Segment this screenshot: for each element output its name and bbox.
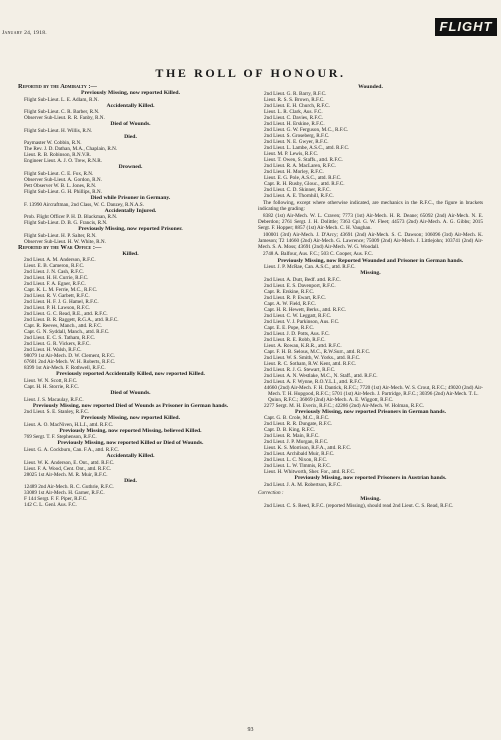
list-item: Lieut. A. O. MacNiven, H.L.I., attd. R.F.C. (24, 421, 114, 428)
list-heading: Accidentally Injured. (104, 207, 157, 214)
list-item: 2nd Lieut. H. H. Currie, R.F.C. (24, 275, 89, 282)
list-item: 2nd Lieut. R. P. Ewart, R.F.C. (264, 294, 326, 301)
list-item: Flight Sub-Lieut. C. E. Fox, R.N. (24, 170, 94, 177)
list-item: Lieut. G. A. Cockburn, Can. F.A., attd. R.F.C. (24, 446, 119, 453)
list-item: 8399 1st Air-Mech. F. Rothwell, R.F.C. (24, 365, 106, 372)
list-item: 2nd Lieut. R. V. Garbett, R.F.C. (24, 293, 90, 300)
list-item: 2nd Lieut. B. R. Raggett, R.G.A., attd. R.F.C. (24, 317, 119, 324)
list-item: 2nd Lieut. L. Lambe, A.S.C., attd. R.F.C. (264, 144, 350, 151)
list-item: Lieut. F. A. Wood, Cent. Ont., attd. R.F.C. (24, 465, 112, 472)
list-item: 2nd Lieut. G. R. Barry, R.F.C. (264, 90, 327, 97)
list-heading: Died while Prisoner in Germany. (90, 194, 171, 201)
list-heading: Previously Missing, now reported Prisoners in Austrian hands. (294, 475, 447, 482)
list-item: Capt. A. W. Field, R.F.C. (264, 300, 316, 307)
list-item: Capt. F. H. B. Selous, M.C., R.W.Surr., attd. R.F.C. (264, 348, 371, 355)
list-item: 2nd Lieut. N. E. Gwyer, R.F.C. (264, 138, 329, 145)
list-item: Lieut. L. R. Clark, Aus. F.C. (264, 108, 323, 115)
list-item: Lieut. A. Rowan, K.R.R., attd. R.F.C. (264, 342, 342, 349)
list-item: Lieut. H. Whitworth, Sher. For., attd. R.F.C. (264, 469, 356, 476)
list-item: 2nd Lieut. L. W. Timmis, R.F.C. (264, 463, 332, 470)
list-item: 2nd Lieut. C. Davies, R.F.C. (264, 114, 323, 121)
list-item: Lieut. J. S. Macaulay, R.F.C. (24, 396, 84, 403)
list-item: 2nd Lieut. A. Dutt, Bedf. attd. R.F.C. (264, 276, 341, 283)
list-item: 2nd Lieut. G. C. Read, R.E., attd. R.F.C. (24, 311, 108, 318)
list-item: 2nd Lieut. F. A. Egner, R.F.C. (24, 281, 86, 288)
list-item: Flight Sub-Lieut. L. E. Adlam, R.N. (24, 96, 99, 103)
list-heading: Accidentally Killed. (106, 102, 155, 109)
list-item: Flight Sub-Lieut. C. R. Barber, R.N. (24, 109, 100, 116)
section-heading-text: Reported by the Admiralty :— (18, 83, 97, 90)
list-item: Flight Sub-Lieut. D. B. G. Francis, R.N. (24, 220, 108, 227)
columns (18, 84, 483, 720)
list-heading: Previously Missing, now reported Missing, believed Killed. (59, 427, 202, 434)
list-heading: Previously Missing, now reported Prisoners in German hands. (295, 408, 446, 415)
list-item: Lieut. K. S. Morrison, R.F.A., attd. R.F.C. (264, 445, 352, 452)
list-heading: Previously Missing, now reported Killed. (80, 90, 180, 96)
list-heading: Previously Missing, now reported Prisoner. (78, 226, 183, 233)
list-item: Capt. G. B. Crole, M.C., R.F.C. (264, 415, 330, 422)
list-item: Capt. K. L. M. Ferrie, M.C., R.F.C. (24, 287, 98, 294)
list-item: 2277 Sergt. M. H. Everix, R.F.C.; 42286 (2nd) Air-Mech. W. Holman, R.F.C. (264, 402, 425, 409)
list-item: 2nd Lieut. H. Walsh, R.F.C. (24, 347, 82, 354)
list-heading: Died of Wounds. (110, 121, 151, 128)
list-item: F. 13990 Aircraftman, 2nd Class, W. C. Danzey, R.N.A.S. (24, 201, 144, 208)
left-column (18, 84, 243, 720)
list-item: 98079 1st Air-Mech. D. W. Clement, R.F.C. (24, 353, 115, 360)
list-item: Lieut. T. Owen, S. Staffs., attd. R.F.C. (264, 156, 343, 163)
list-item: Capt. H. H. Storrie, R.F.C. (24, 383, 80, 390)
list-item: Flight Sub-Lieut. H. Willis, R.N. (24, 127, 93, 134)
list-heading: Previously Missing, now reported Killed. (80, 415, 180, 422)
list-item: 28025 1st Air-Mech. M. R. Muir, R.F.C. (24, 471, 108, 478)
list-item: 2nd Lieut. H. Morley, R.F.C. (264, 168, 324, 175)
list-item: 2nd Lieut. J. N. Cash, R.F.C. (24, 269, 84, 276)
list-item: 2nd Lieut. A. F. Wynne, R.O.Y.L.I., attd. R.F.C. (264, 378, 363, 385)
list-item: Capt. E. E. Pope, R.F.C. (264, 324, 315, 331)
list-item: 2nd Lieut. L. C. Nixon, R.F.C. (264, 457, 328, 464)
list-item: F 144 Sergt. F. F. Piper, R.F.C. (24, 496, 88, 503)
list-item: 2nd Lieut. C. W. Leggatt, R.F.C. (264, 312, 332, 319)
list-item: 2nd Lieut. H. Erskine, R.F.C. (264, 120, 325, 127)
list-item: Paymaster W. Cobbin, R.N. (24, 140, 82, 147)
list-item: 2nd Lieut. V. J. Parkinson, Aus. F.C. (264, 318, 340, 325)
list-item: Engineer Lieut. A. J. O. Trew, R.N.R. (24, 158, 103, 165)
list-item: Pett Observer W. B. L. Jones, R.N. (24, 182, 97, 189)
paragraph: 100001 (3rd) Air-Mech. J. D'Arcy; 43691 (2nd) Air-Mech. S. C. Dawson; 106096 (3rd) Air-Mech. K. Jameson; T2 14660 (2nd) Air-Mech. G. Lawrence; 75009 (2nd) Air-Mech. J. Littlejohn; 103741 (2nd) Air-Mech. S. A. Moss; 43691 (2nd) Air-Mech. W. G. Woodall. (258, 231, 483, 250)
list-item: 2nd Lieut. Archibald Muir, R.F.C. (264, 451, 335, 458)
list-heading: Accidentally Killed. (106, 452, 155, 459)
list-item: 2nd Lieut. R. Main, R.F.C. (264, 433, 320, 440)
list-item: 2nd Lieut. E. S. Davenport, R.F.C. (264, 282, 336, 289)
page-number: 93 (247, 727, 254, 733)
list-heading: Missing. (360, 270, 381, 277)
list-item: Lieut. R. B. Robinson, R.N.V.R. (24, 152, 92, 159)
list-item: 769 Sergt. T. F. Stephenson, R.F.C. (24, 434, 97, 441)
flight-logo: FLIGHT (435, 18, 497, 36)
list-heading: Killed. (122, 250, 139, 257)
list-item: Capt. D. B. King, R.F.C. (264, 427, 316, 434)
list-heading: Wounded. (358, 84, 383, 90)
list-item: 2nd Lieut. S. Groseberg, R.F.C. (264, 132, 330, 139)
correction-label: Correction : (258, 489, 284, 496)
list-item: 2nd Lieut. R. J. G. Stewart, R.F.C. (264, 366, 336, 373)
list-item: 2nd Lieut. R. E. Robb, R.F.C. (264, 336, 326, 343)
paragraph: 8382 (1st) Air-Mech. W. L. Craven; 7773 (1st) Air-Mech. H. R. Deane; 65092 (2nd) Air-Mech. N. E. Deberdon; 2761 Sergt. J. H. Dolittle; 7363 Cpl. G. W. Fleet; 44573 (2nd) Air-Mech. A. G. Gibbs; 2015 Sergt. F. Hopper; 8857 (1st) Air-Mech. C. H. Vaughan. (258, 212, 483, 231)
list-item: 2nd Lieut. G. R. Vickers, R.F.C. (24, 341, 91, 348)
list-item: 12489 2nd Air-Mech. R. C. Guthrie, R.F.C. (24, 484, 114, 491)
list-item: 2nd Lieut. J. D. Potts, Aus. F.C. (264, 330, 330, 337)
section-heading-text: Reported by the War Office :— (18, 243, 102, 251)
list-item: Observer Sub-Lieut. A. Gordon, R.N. (24, 176, 102, 183)
list-item: Lieut. R. C. Sotham, R.W. Kent, attd. R.F.C. (264, 360, 357, 367)
list-heading: Previously Missing, now reported Died of Wounds as Prisoner in German hands. (32, 402, 229, 409)
list-item: 2nd Lieut. E. C. S. Tatham, R.F.C. (24, 335, 96, 342)
list-item: The Rev. J. D. Dathan, M.A., Chaplain, R.N. (24, 146, 118, 153)
list-item: 2nd Lieut. A. N. Westlake, M.C., N. Staff., attd. R.F.C. (264, 372, 378, 379)
list-heading: Missing. (360, 495, 381, 502)
list-heading: Previously Missing, now reported Killed or Died of Wounds. (57, 440, 204, 447)
list-item: 2nd Lieut. P. H. Lawson, R.F.C. (24, 305, 91, 312)
list-item: 2nd Lieut. H. F. J. G. Hamel, R.F.C. (24, 299, 99, 306)
list-item: Capt. G. N. Syddall, Manch., attd. R.F.C. (24, 329, 110, 336)
list-item: Capt. R. H. Rusby, Glouc., attd. R.F.C. (264, 180, 345, 187)
list-item: 2nd Lieut. A. E. Thornhill, R.F.C. (264, 192, 334, 199)
list-item: 2nd Lieut. R. R. Dungate, R.F.C. (264, 421, 333, 428)
paragraph: The following, except where otherwise indicated, are mechanics in the R.F.C., the figure in brackets indicating the grading: (258, 199, 483, 212)
list-item: Lieut. R. S. S. Brown, R.F.C. (264, 96, 325, 103)
list-item: Capt. R. Erskine, R.F.C. (264, 288, 315, 295)
list-heading: Died. (124, 133, 137, 140)
list-heading: Died of Wounds. (110, 389, 151, 396)
paragraph: 2748 A. Balfour, Aus. F.C.; 503 C. Cooper, Aus. F.C. (263, 250, 373, 257)
list-heading: Died. (124, 477, 137, 484)
list-item: 2nd Lieut. W. S. Smith, W. Yorks., attd. R.F.C. (264, 354, 361, 361)
list-item: 2nd Lieut. G. W. Ferguson, M.C., R.F.C. (264, 126, 349, 133)
list-item: 2nd Lieut. J. A. M. Robertson, R.F.C. (264, 481, 342, 488)
list-heading: Previously reported Accidentally Killed, now reported Killed. (56, 371, 205, 378)
list-item: 67601 2nd Air-Mech. W. H. Roberts, R.F.C. (24, 359, 116, 366)
list-item: 142 C. L. Genl. Aus. F.C. (24, 502, 77, 509)
list-item: Lieut. E. B. Cameron, R.F.C. (24, 263, 85, 270)
list-item: Flight Sub-Lieut. H. P. Salter, R.N. (24, 232, 97, 239)
list-item: 2nd Lieut. A. M. Anderson, R.F.C. (24, 257, 96, 264)
list-item: 2nd Lieut. C. S. Reed, R.F.C. (reported Missing), should read 2nd Lieut. C. S. Read, R.F.C. (264, 502, 454, 509)
list-item: 2nd Lieut. R. A. MacLaren, R.F.C. (264, 162, 336, 169)
list-heading: Drowned. (118, 164, 143, 171)
list-item: Flight Sub-Lieut. G. H. Phillips, R.N. (24, 188, 102, 195)
list-item: Observer Sub-Lieut. R. R. Fanby, R.N. (24, 115, 105, 122)
list-item: Prob. Flight Officer P. H. D. Blackman, R.N. (24, 214, 118, 221)
page-title: THE ROLL OF HONOUR. (155, 66, 346, 80)
list-item: Lieut. E. G. Pole, A.S.C., attd. R.F.C. (264, 174, 342, 181)
list-item: 2nd Lieut. J. P. Morgan, R.F.C. (264, 439, 329, 446)
list-item: Lieut. J. P. McRae, Can. A.S.C., attd. R.F.C. (264, 264, 356, 271)
list-item: Lieut. W. K. Anderson, E. Ont., attd. R.F.C. (24, 459, 115, 466)
list-item: 2nd Lieut. C. D. Skinner, R.F.C. (264, 186, 331, 193)
list-item: 2nd Lieut. S. E. Stanley, R.F.C. (24, 409, 89, 416)
list-item: Capt. R. Reeves, Manch., attd. R.F.C. (24, 323, 102, 330)
list-item: Lieut. W. N. Scott, R.F.C. (24, 377, 78, 384)
issue-date: January 24, 1918. (2, 30, 47, 36)
right-column (258, 84, 483, 720)
list-item: Capt. H. R. Hewett, Berks., attd. R.F.C. (264, 306, 347, 313)
list-item: Lieut. M. P. Lewis, R.F.C. (264, 150, 319, 157)
list-heading: Previously Missing, now Reported Wounded and Prisoner in German hands. (277, 257, 464, 264)
list-item: 44660 (2nd) Air-Mech. F. H. Dantick, R.F.C.; 7720 (1st) Air-Mech. W. S. Crout, R.F.C.; 49020 (2nd) Air-Mech. T. H. Hopgood, R.F.C.; 5701 (1st) Air-Mech. J. Partridge, R.F.C.; 30396 (2nd) Air-Mech. T. L. Quinn, R.F.C.; 36069 (2nd) Air-Mech. A. E. Wiggott, R.F.C. (264, 384, 483, 403)
list-item: 2nd Lieut. E. H. Church, R.F.C. (264, 102, 330, 109)
list-item: Observer Sub-Lieut. H. W. White, R.N. (24, 238, 106, 245)
list-item: 33089 1st Air-Mech. H. Garner, R.F.C. (24, 490, 105, 497)
